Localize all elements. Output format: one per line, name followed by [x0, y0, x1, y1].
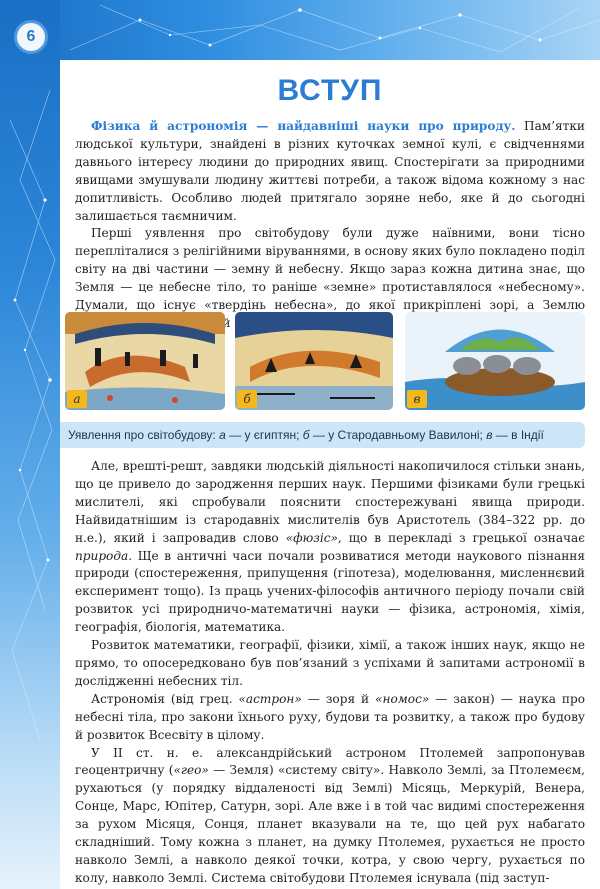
egyptian-sky-illustration — [65, 312, 225, 410]
paragraph-5 — [75, 691, 585, 745]
photo-india — [405, 312, 585, 410]
p3-term-2: природа — [75, 548, 129, 563]
paragraph-1-text: Пам’ятки людської культури, знайдені в різних куточках земної кулі, є свідченнями давнього інтересу людини до природних явищ. Спостерігати за природними явищами змушували людину життєві потреби, а також відома кожному з нас допитливість. Особливо людей притягало зоряне небо, яке й до сьогодні залишається таємничим. — [75, 119, 585, 223]
p6-part-b: — Земля) «систему світу». Навколо Землі, за Птолемеєм, рухаються (у порядку віддаленості від Землі) Місяць, Меркурій, Венера, Сонце, Марс, Юпітер, Сатурн, зорі. Але вже і в той час видимі спостереження за рухом Місяця, Сонця, планет вказували на те, що цей рух набагато складніший. Тому кожна з планет, на думку Птолемея, рухається не просто навколо Землі, а навколо деякої точки, котра, у свою чергу, рухається по колу, навколо Землі. Система світобудови Птолемея існувала (під заступ- — [75, 763, 586, 885]
p3-part-a: Але, врешті-решт, завдяки людській діяльності накопичилося стільки знань, що це привело до зародження перших наук. Першими фізиками були грецькі мислителі, які спробували пояснити спостережувані явища природи. Найвидатнішим із стародавніх мислителів був Аристотель (384–322 рр. до н.е.), який і запровадив слово — [75, 459, 585, 545]
photo-babylon — [235, 312, 393, 410]
photo-egypt — [65, 312, 225, 410]
header-background — [0, 0, 600, 60]
label-c: в — [407, 390, 427, 408]
star-network-decoration-side — [0, 0, 60, 889]
label-a: а — [67, 390, 87, 408]
page-number: 6 — [14, 20, 48, 54]
p6-term-1: «гео» — [173, 763, 209, 778]
lead-sentence: Фізика й астрономія — найдавніші науки про природу. — [91, 119, 516, 133]
paragraph-4: Розвиток математики, географії, фізики, хімії, а також інших наук, якщо не прямо, то опосередковано був пов’язаний з успіхами й запитами астрономії в дослідженні небесних тіл. — [75, 638, 585, 688]
caption-text-b: — у Стародавньому Вавилоні; — [309, 428, 487, 442]
p5-term-1: «астрон» — [238, 691, 302, 706]
paragraph-6 — [75, 745, 585, 888]
p5-term-2: «номос» — [375, 691, 430, 706]
star-network-decoration — [0, 0, 600, 60]
caption-text-c: — в Індії — [492, 428, 544, 442]
caption-letter-b: б — [302, 428, 310, 442]
p5-part-b: — зоря й — [301, 691, 376, 706]
caption-prefix: Уявлення про світобудову: — [68, 428, 220, 442]
side-background — [0, 0, 60, 889]
caption-letter-c: в — [486, 428, 493, 442]
main-text — [75, 458, 585, 888]
caption-text-a: — у єгиптян; — [225, 428, 303, 442]
p5-part-c: — закон) — наука про небесні тіла, про закони їхнього руху, будови та розвитку, а також про будову й розвиток Всесвіту в цілому. — [75, 691, 585, 742]
p3-part-c: . Ще в античні часи почали розвиватися методи наукового пізнання природи (спостереження, припущення (гіпотеза), моделювання, мисленнєвий експеримент тощо). Із праць учених-філософів античного періоду почали свій розвиток усі природничо-математичні науки — фізика, астрономія, хімія, географія, біологія, математика. — [75, 548, 585, 635]
paragraph-3 — [75, 458, 585, 637]
p6-part-a: У II ст. н. е. александрійський астроном Птолемей запропонував геоцентричну ( — [75, 745, 585, 778]
babylonian-sky-illustration — [235, 312, 393, 410]
worldview-figure — [65, 312, 585, 410]
p3-part-b: , що в перекладі з грецької означає — [337, 530, 586, 545]
figure-caption — [60, 422, 585, 448]
page-title: ВСТУП — [277, 74, 383, 107]
caption-letter-a: а — [219, 428, 226, 442]
paragraph-2: Перші уявлення про світобудову були дуже наївними, вони тісно перепліталися з релігійними віруваннями, в основу яких було покладено поділ світу на дві частини — земну й небесну. Якщо зараз кожна дитина знає, що Земля — це небесне тіло, то раніше «земне» протиставлялося «небесному». Думали, що існує «твердінь небесна», до якої прикріплені зорі, а Землю — [75, 226, 585, 313]
indian-world-illustration — [405, 312, 585, 410]
paragraph-1 — [75, 118, 585, 225]
intro-text — [75, 118, 585, 333]
label-b: б — [237, 390, 257, 408]
p5-part-a: Астрономія (від грец. — [91, 691, 239, 706]
p3-term: «фюзіс» — [285, 530, 338, 545]
